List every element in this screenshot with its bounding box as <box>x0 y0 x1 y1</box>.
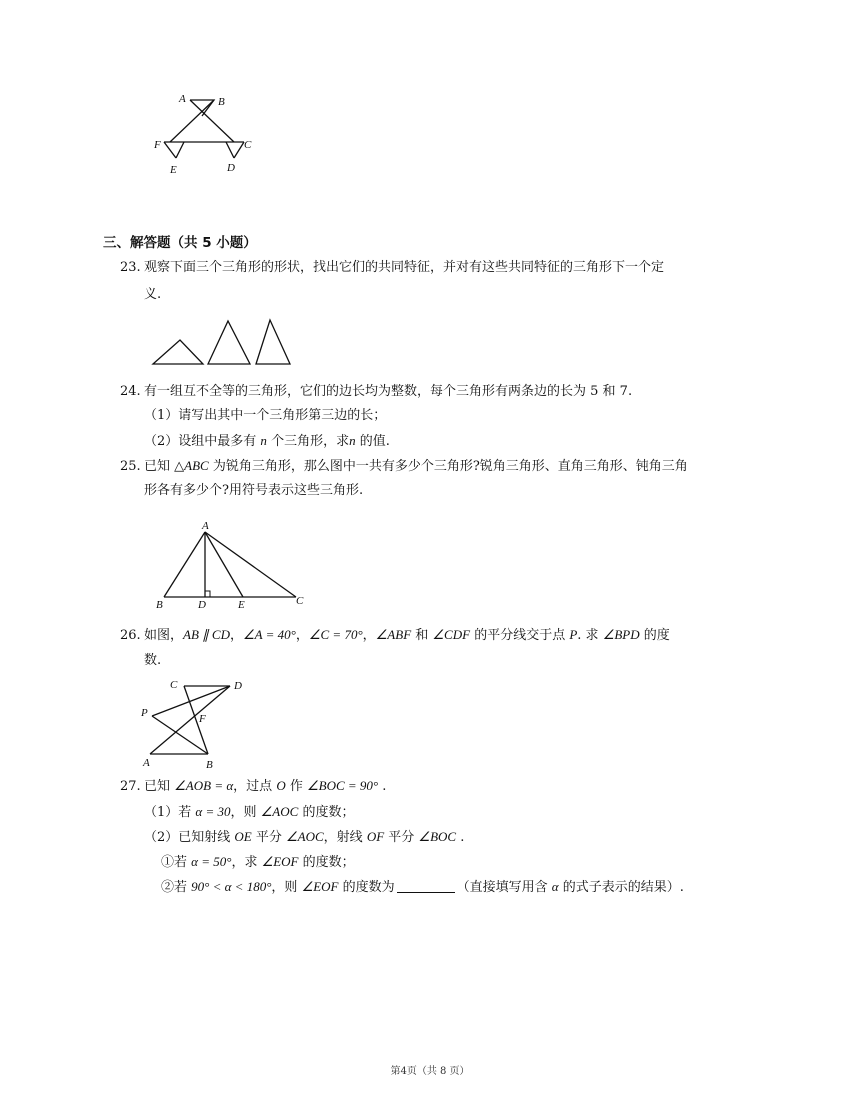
math-angle-aoc: ∠AOC <box>286 829 324 844</box>
q23-text-1: 观察下面三个三角形的形状，找出它们的共同特征，并对有这些共同特征的三角形下一个定 <box>144 260 665 275</box>
q24-text-1: 有一组互不全等的三角形，它们的边长均为整数，每个三角形有两条边的长为 5 和 7. <box>144 384 633 399</box>
q25-line2 <box>144 481 363 501</box>
question-number: 25. <box>120 459 141 474</box>
q27-sub1-a: （1）若 <box>144 805 196 820</box>
math-angle-abf: ∠ABF <box>375 627 412 642</box>
label-d: D <box>227 162 235 174</box>
math-alpha-50: α = 50° <box>191 854 232 869</box>
q27-sub2-e: . <box>456 830 465 845</box>
q27-sub2 <box>144 827 464 848</box>
figure-q25-svg <box>148 516 318 612</box>
q27-sub2ii-e: 的式子表示的结果）. <box>558 880 684 895</box>
q27-sub2-a: （2）已知射线 <box>144 830 235 845</box>
figure-q26 <box>138 674 258 774</box>
math-angle-boc: ∠BOC = 90° <box>306 778 379 793</box>
math-ray-oe: OE <box>234 829 252 844</box>
math-point-p: P <box>569 627 578 642</box>
q27-sub2ii-a: ②若 <box>161 880 192 895</box>
label-b: B <box>156 599 163 611</box>
math-alpha-30: α = 30 <box>195 804 231 819</box>
math-angle-aob: ∠AOB = α <box>174 778 234 793</box>
question-number: 27. <box>120 779 141 794</box>
math-ray-of: OF <box>366 829 385 844</box>
math-point-o: O <box>276 778 286 793</box>
q26-line2 <box>144 651 161 671</box>
label-a: A <box>202 520 209 532</box>
label-b: B <box>218 96 225 108</box>
label-a: A <box>179 93 186 105</box>
q24-sub1-text: （1）请写出其中一个三角形第三边的长； <box>144 408 387 423</box>
q27-sub2i-c: 的度数； <box>298 855 355 870</box>
q23-line1 <box>120 258 664 278</box>
q27-sub2-ii <box>161 877 684 898</box>
q27-sub1-c: 的度数； <box>298 805 355 820</box>
q23-line2 <box>144 285 161 305</box>
section-title: 三、解答题（共 5 小题） <box>103 235 257 251</box>
question-number: 26. <box>120 628 141 643</box>
q26-text-a: 如图， <box>144 628 184 643</box>
figure-q23-svg <box>148 316 298 370</box>
label-f: F <box>154 139 161 151</box>
label-d: D <box>234 680 242 692</box>
var-n: n <box>349 433 356 448</box>
q24-sub2-a: （2）设组中最多有 <box>144 434 257 449</box>
q26-text-d: ， <box>362 628 376 643</box>
q27-line1 <box>120 776 386 797</box>
q26-text-f: 的平分线交于点 <box>470 628 570 643</box>
q27-sub2ii-b: ，则 <box>271 880 302 895</box>
q26-line1 <box>120 625 670 646</box>
q27-text-d: . <box>378 779 387 794</box>
question-number: 23. <box>120 260 141 275</box>
q27-sub2i-a: ①若 <box>161 855 192 870</box>
math-alpha-range: 90° < α < 180° <box>191 879 272 894</box>
q27-sub2-b: 平分 <box>251 830 287 845</box>
figure-q22 <box>150 88 260 178</box>
math-angle-eof: ∠EOF <box>301 879 339 894</box>
label-a: A <box>143 757 150 769</box>
math-angle-c: ∠C = 70° <box>308 627 363 642</box>
q27-sub2ii-d: （直接填写用含 <box>456 880 552 895</box>
q27-sub1-b: ，则 <box>230 805 261 820</box>
math-angle-eof: ∠EOF <box>261 854 299 869</box>
label-d: D <box>198 599 206 611</box>
page-footer: 第4页（共 8 页） <box>390 1066 470 1077</box>
q26-text-b: ， <box>229 628 243 643</box>
q27-sub2-c: ，射线 <box>323 830 367 845</box>
label-c: C <box>296 595 304 607</box>
q26-text-2: 数. <box>144 653 162 668</box>
q24-sub2 <box>144 431 390 452</box>
label-e: E <box>238 599 245 611</box>
math-ab-parallel-cd: AB ∥ CD <box>183 627 230 642</box>
label-p: P <box>141 707 148 719</box>
q26-text-e: 和 <box>411 628 433 643</box>
var-abc: ABC <box>184 458 209 473</box>
label-e: E <box>170 164 177 176</box>
q27-sub2ii-c: 的度数为 <box>338 880 395 895</box>
figure-q22-svg <box>150 88 260 178</box>
answer-blank[interactable] <box>397 878 455 893</box>
q27-sub2i-b: ，求 <box>231 855 262 870</box>
q27-text-c: 作 <box>285 779 307 794</box>
var-n: n <box>260 433 267 448</box>
q26-text-g: . 求 <box>577 628 603 643</box>
q26-text-c: ， <box>295 628 309 643</box>
math-angle-cdf: ∠CDF <box>432 627 471 642</box>
q24-sub2-b: 个三角形，求 <box>271 434 350 449</box>
math-angle-aoc: ∠AOC <box>260 804 299 819</box>
q27-text-a: 已知 <box>144 779 175 794</box>
q26-text-h: 的度 <box>639 628 670 643</box>
figure-q25 <box>148 516 318 612</box>
q27-text-b: ，过点 <box>233 779 277 794</box>
q23-text-2: 义. <box>144 287 162 302</box>
q27-sub1 <box>144 802 354 823</box>
label-b: B <box>206 759 213 771</box>
math-alpha: α <box>551 879 559 894</box>
math-angle-boc: ∠BOC <box>418 829 457 844</box>
math-angle-a: ∠A = 40° <box>242 627 296 642</box>
q27-sub2-i <box>161 852 355 873</box>
question-number: 24. <box>120 384 141 399</box>
figure-q23 <box>148 316 298 370</box>
label-c: C <box>170 679 178 691</box>
q25-text-b: 为锐角三角形，那么图中一共有多少个三角形?锐角三角形、直角三角形、钝角三角 <box>208 459 688 474</box>
q25-text-a: 已知 △ <box>144 459 185 474</box>
label-f: F <box>199 713 206 725</box>
label-c: C <box>244 139 252 151</box>
q24-line1 <box>120 382 632 402</box>
figure-q26-svg <box>138 674 258 774</box>
q24-sub2-c: 的值. <box>359 434 390 449</box>
q27-sub2-d: 平分 <box>384 830 419 845</box>
q25-line1 <box>120 456 688 477</box>
q24-sub1 <box>144 406 386 426</box>
q25-text-2: 形各有多少个?用符号表示这些三角形. <box>144 483 364 498</box>
math-angle-bpd: ∠BPD <box>602 627 640 642</box>
